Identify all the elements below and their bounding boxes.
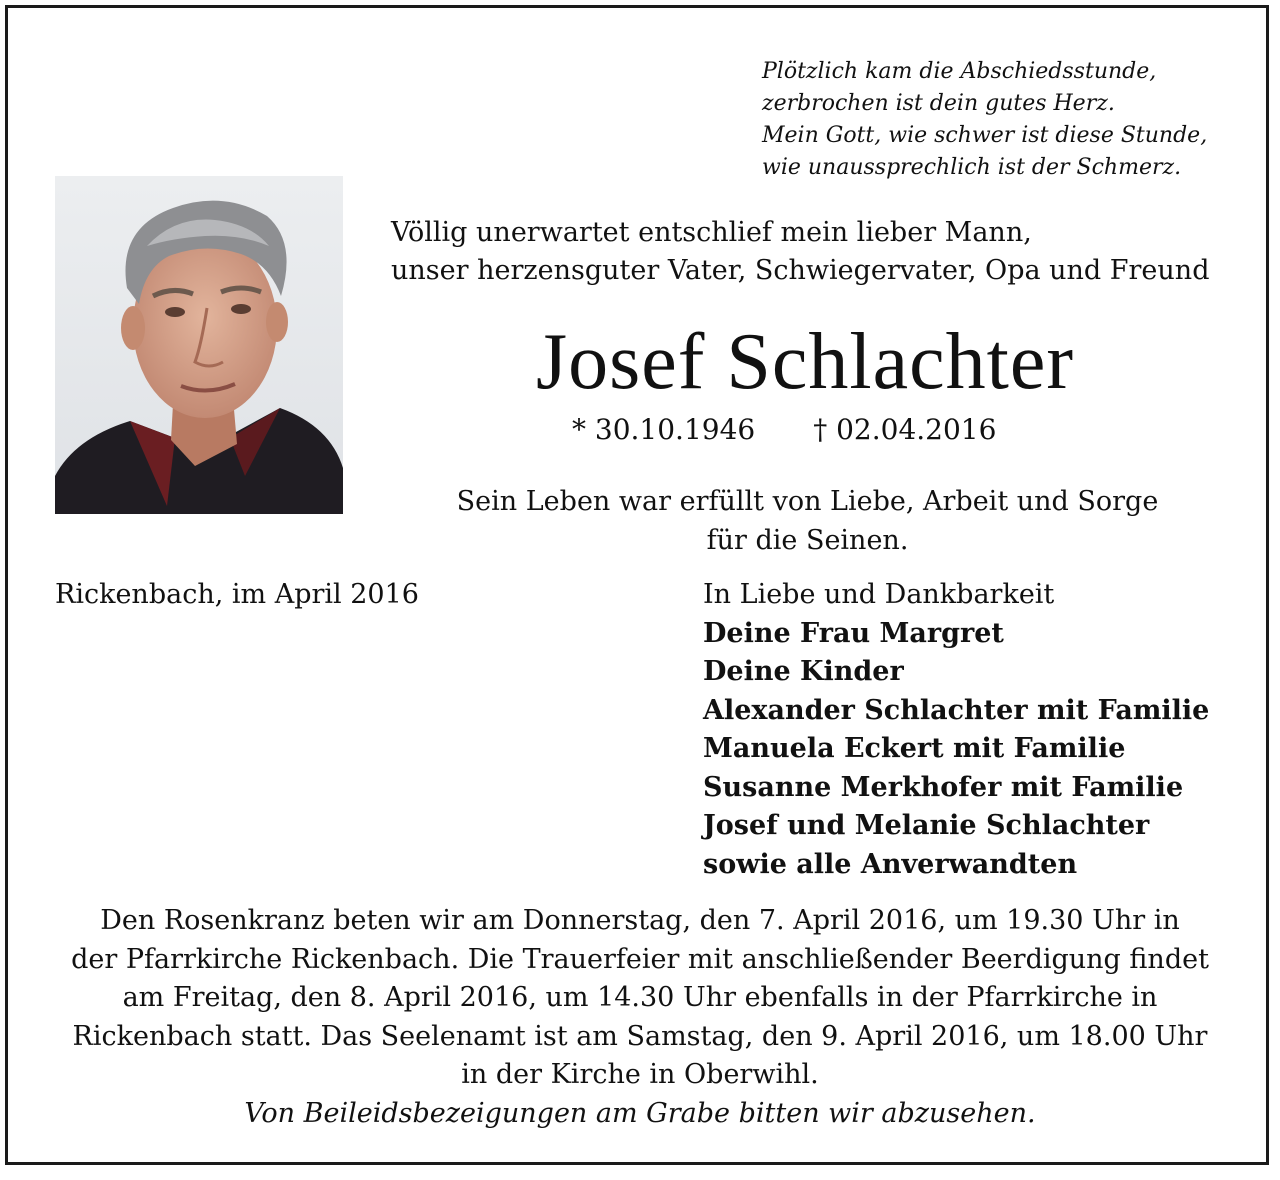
- life-line: für die Seinen.: [706, 525, 909, 556]
- family-member: Alexander Schlachter mit Familie: [703, 694, 1210, 726]
- closing-line: Von Beileidsbezeigungen am Grabe bitten wir abzusehen.: [244, 1097, 1036, 1129]
- birth-date: * 30.10.1946: [572, 413, 756, 446]
- family-member: Manuela Eckert mit Familie: [703, 733, 1126, 764]
- notice-line: der Pfarrkirche Rickenbach. Die Trauerfeier mit anschließender Beerdigung findet: [71, 943, 1209, 975]
- deceased-name: Josef Schlachter: [535, 318, 1075, 406]
- life-line: Sein Leben war erfüllt von Liebe, Arbeit und Sorge: [456, 486, 1159, 517]
- family-member: sowie alle Anverwandten: [703, 848, 1078, 880]
- family-member: Susanne Merkhofer mit Familie: [703, 771, 1184, 803]
- notice-line: Den Rosenkranz beten wir am Donnerstag, den 7. April 2016, um 19.30 Uhr in: [100, 905, 1180, 936]
- notice-line: Rickenbach statt. Das Seelenamt ist am Samstag, den 9. April 2016, um 18.00 Uhr: [72, 1020, 1208, 1052]
- notice-line: in der Kirche in Oberwihl.: [461, 1059, 819, 1090]
- poem-line: Mein Gott, wie schwer ist diese Stunde,: [762, 123, 1208, 148]
- poem-line: wie unaussprechlich ist der Schmerz.: [762, 155, 1182, 180]
- intro-line: unser herzensguter Vater, Schwiegervater, Opa und Freund: [391, 255, 1210, 286]
- poem-line: Plötzlich kam die Abschiedsstunde,: [762, 59, 1157, 84]
- family-member: Deine Frau Margret: [703, 617, 1004, 649]
- place-date: Rickenbach, im April 2016: [55, 579, 419, 610]
- family-intro: In Liebe und Dankbarkeit: [703, 579, 1055, 610]
- life-text: [380, 482, 1235, 560]
- family-list: [703, 576, 1263, 884]
- poem-line: zerbrochen ist dein gutes Herz.: [762, 91, 1115, 116]
- intro-text: [391, 214, 1251, 290]
- intro-line: Völlig unerwartet entschlief mein lieber Mann,: [391, 217, 1032, 248]
- funeral-notice: [40, 902, 1240, 1133]
- family-member: Josef und Melanie Schlachter: [703, 810, 1150, 841]
- poem: [762, 56, 1242, 184]
- notice-line: am Freitag, den 8. April 2016, um 14.30 Uhr ebenfalls in der Pfarrkirche in: [122, 982, 1158, 1013]
- family-member: Deine Kinder: [703, 656, 904, 687]
- life-dates: [572, 410, 1132, 450]
- death-date: † 02.04.2016: [813, 413, 997, 446]
